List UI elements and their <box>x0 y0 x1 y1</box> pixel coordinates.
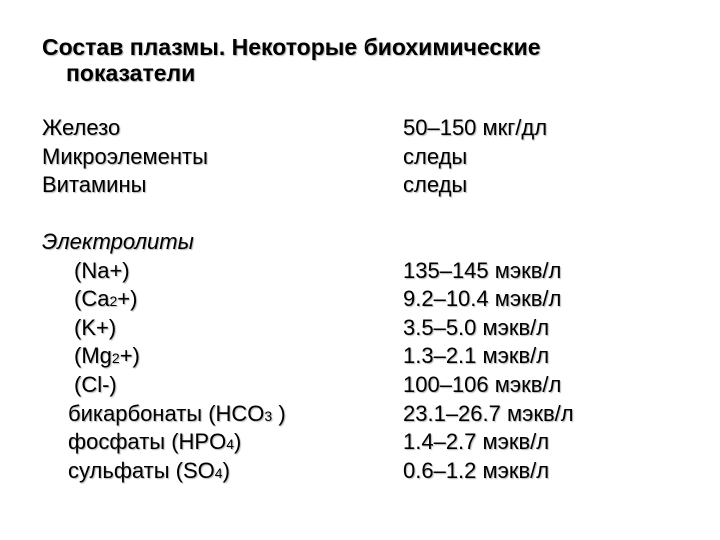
electrolyte-sub: 3 <box>264 407 273 424</box>
electrolyte-prefix: бикарбонаты (HCO <box>68 400 265 426</box>
electrolyte-prefix: сульфаты (SO <box>68 457 215 483</box>
electrolyte-name-calcium <box>42 285 372 314</box>
electrolyte-suffix: ) <box>272 400 286 426</box>
electrolyte-name-chloride <box>42 371 372 400</box>
electrolyte-prefix: (Mg <box>74 343 112 369</box>
electrolyte-prefix: (Na+) <box>74 257 130 283</box>
electrolyte-suffix: +) <box>119 343 140 369</box>
electrolyte-value-sulfates: 0.6–1.2 мэкв/л <box>403 457 550 483</box>
electrolyte-name-bicarbonates <box>42 400 372 429</box>
section1-name-vitamins: Витамины <box>42 172 147 198</box>
electrolyte-value-magnesium: 1.3–2.1 мэкв/л <box>403 343 550 369</box>
electrolyte-name-phosphates <box>42 428 372 457</box>
electrolyte-prefix: (Cl-) <box>74 371 117 397</box>
electrolyte-sub: 4 <box>214 464 223 481</box>
electrolyte-suffix: ) <box>234 429 242 455</box>
electrolyte-sub: 2 <box>111 350 120 367</box>
electrolyte-value-sodium: 135–145 мэкв/л <box>403 257 562 283</box>
title-line-1: Состав плазмы. Некоторые биохимические <box>42 34 541 60</box>
electrolyte-value-potassium: 3.5–5.0 мэкв/л <box>403 314 550 340</box>
electrolyte-suffix: ) <box>222 457 230 483</box>
section2-values <box>403 257 703 486</box>
section2-names <box>42 228 372 485</box>
electrolyte-prefix: (Ca <box>74 286 110 312</box>
electrolyte-name-sodium <box>42 257 372 286</box>
section1-value-vitamins: следы <box>403 172 468 198</box>
section1-value-iron: 50–150 мкг/дл <box>403 115 548 140</box>
electrolyte-value-bicarbonates: 23.1–26.7 мэкв/л <box>403 400 574 426</box>
section1-values <box>403 114 703 200</box>
electrolytes-heading: Электролиты <box>42 229 194 254</box>
electrolyte-sub: 4 <box>226 436 234 453</box>
electrolyte-name-sulfates <box>42 457 372 486</box>
electrolyte-value-calcium: 9.2–10.4 мэкв/л <box>403 286 562 312</box>
section1-names <box>42 114 372 200</box>
electrolyte-prefix: (K+) <box>74 314 117 340</box>
electrolyte-suffix: +) <box>117 286 138 312</box>
section1-name-trace-elements: Микроэлементы <box>42 143 208 169</box>
page-title <box>42 34 682 86</box>
title-line-2: показатели <box>66 60 196 86</box>
section1-name-iron: Железо <box>42 115 121 140</box>
electrolyte-sub: 2 <box>109 293 118 310</box>
electrolyte-name-magnesium <box>42 342 372 371</box>
electrolyte-value-chloride: 100–106 мэкв/л <box>403 371 562 397</box>
electrolyte-value-phosphates: 1.4–2.7 мэкв/л <box>403 429 550 455</box>
electrolyte-name-potassium <box>42 314 372 343</box>
section1-value-trace-elements: следы <box>403 143 468 169</box>
electrolyte-prefix: фосфаты (HPO <box>68 429 227 455</box>
